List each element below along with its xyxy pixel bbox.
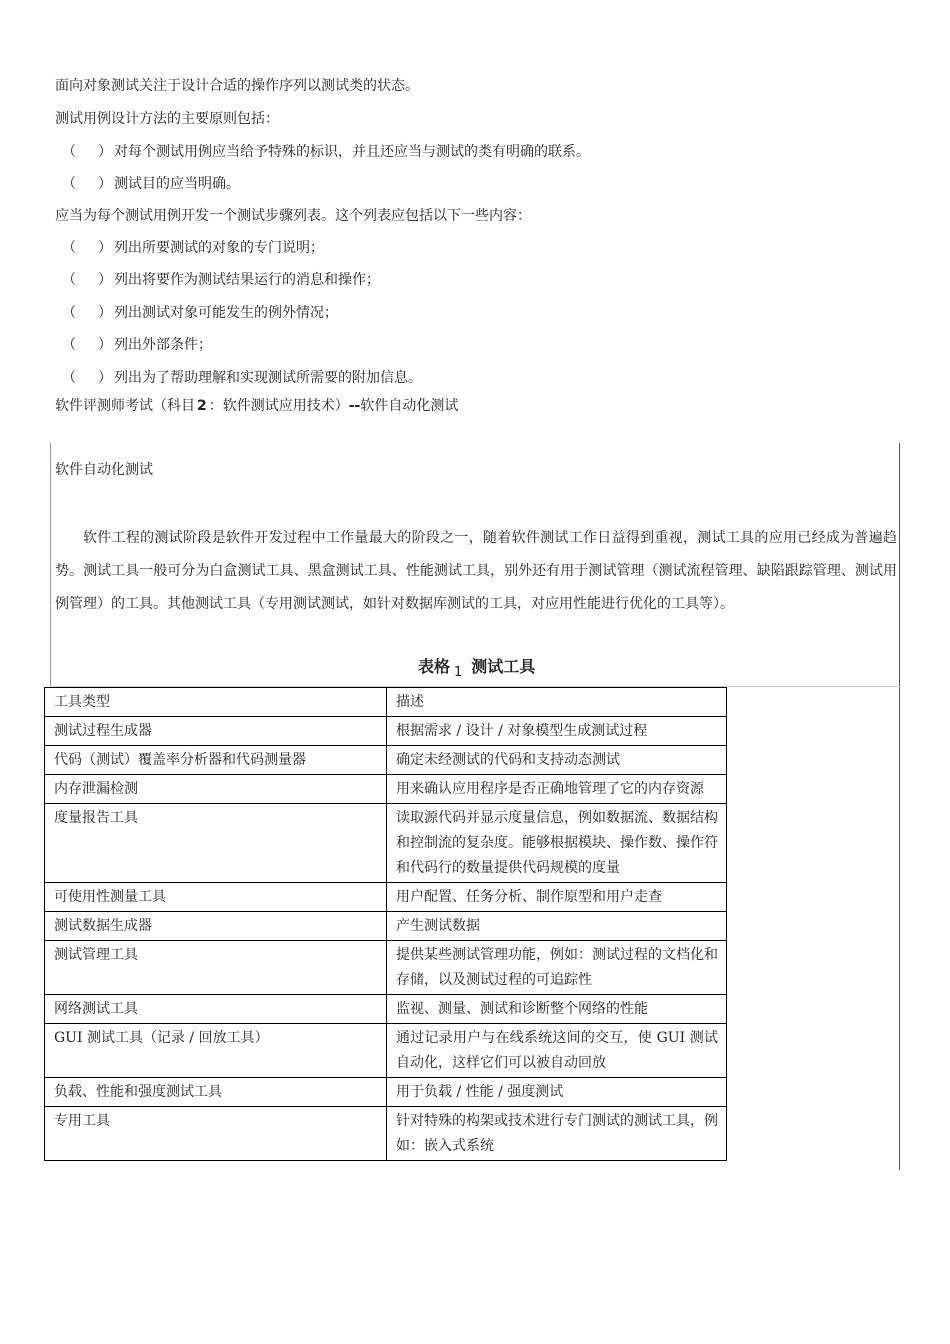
tool-description-cell: 用于负载 / 性能 / 强度测试 <box>387 1078 727 1107</box>
heading-dashes: -- <box>348 398 361 414</box>
frame-left-border <box>50 443 51 686</box>
paren-open: （ <box>62 144 76 160</box>
tool-type-cell: 负载、性能和强度测试工具 <box>45 1078 387 1107</box>
paren-close: ） <box>98 176 112 192</box>
paren-open: （ <box>62 240 76 256</box>
table-row <box>45 1024 727 1078</box>
paren-close: ） <box>98 240 112 256</box>
paren-close: ） <box>98 272 112 288</box>
step-text: 列出将要作为测试结果运行的消息和操作； <box>114 272 380 288</box>
table-row <box>45 775 727 804</box>
intro-line: 面向对象测试关注于设计合适的操作序列以测试类的状态。 <box>55 78 419 94</box>
section-paragraph: 软件工程的测试阶段是软件开发过程中工作量最大的阶段之一，随着软件测试工作日益得到重视，测试工具的应用已经成为普遍趋势。测试工具一般可分为白盒测试工具、黑盒测试工具、性能测试工具，别外还有用于测试管理（测试流程管理、缺陷跟踪管理、测试用例管理）的工具。其他测试工具（专用测试测试，如针对数据库测试的工具，对应用性能进行优化的工具等）。 <box>55 530 897 612</box>
tool-description-cell: 根据需求 / 设计 / 对象模型生成测试过程 <box>387 717 727 746</box>
table-row <box>45 1078 727 1107</box>
principles-title: 测试用例设计方法的主要原则包括： <box>55 111 279 127</box>
tool-type-cell: 网络测试工具 <box>45 995 387 1024</box>
paren-close: ） <box>98 337 112 353</box>
heading-prefix: 软件评测师考试（科目 <box>55 398 195 414</box>
paren-close: ） <box>98 144 112 160</box>
table-row <box>45 717 727 746</box>
tool-type-cell: 测试数据生成器 <box>45 912 387 941</box>
table-row <box>45 912 727 941</box>
heading-suffix: 软件自动化测试 <box>360 398 459 414</box>
heading-number: 2 <box>197 398 207 414</box>
paren-open: （ <box>62 337 76 353</box>
steps-title: 应当为每个测试用例开发一个测试步骤列表。这个列表应包括以下一些内容： <box>55 208 531 224</box>
tool-description-cell: 产生测试数据 <box>387 912 727 941</box>
step-item <box>62 238 324 258</box>
tool-type-cell: 专用工具 <box>45 1107 387 1161</box>
tool-description-cell: 读取源代码并显示度量信息，例如数据流、数据结构和控制流的复杂度。能够根据模块、操作数、操作符和代码行的数量提供代码规模的度量 <box>387 804 727 883</box>
table-header-row <box>45 688 727 717</box>
table-row <box>45 883 727 912</box>
principle-text: 对每个测试用例应当给予特殊的标识，并且还应当与测试的类有明确的联系。 <box>114 144 590 160</box>
tool-type-cell: 可使用性测量工具 <box>45 883 387 912</box>
header-cell-description: 描述 <box>387 688 727 717</box>
step-item <box>62 335 212 355</box>
table-caption <box>418 654 536 680</box>
tool-type-cell: 度量报告工具 <box>45 804 387 883</box>
tool-type-cell: 测试管理工具 <box>45 941 387 995</box>
principle-text: 测试目的应当明确。 <box>114 176 240 192</box>
table-row <box>45 941 727 995</box>
principle-item <box>62 174 240 194</box>
table-row <box>45 804 727 883</box>
step-text: 列出外部条件； <box>114 337 212 353</box>
step-text: 列出测试对象可能发生的例外情况； <box>114 305 338 321</box>
caption-number: 1 <box>454 665 463 680</box>
tool-description-cell: 用来确认应用程序是否正确地管理了它的内存资源 <box>387 775 727 804</box>
step-item <box>62 270 380 290</box>
tool-description-cell: 用户配置、任务分析、制作原型和用户走查 <box>387 883 727 912</box>
paren-open: （ <box>62 176 76 192</box>
step-item <box>62 303 338 323</box>
step-text: 列出为了帮助理解和实现测试所需要的附加信息。 <box>114 370 422 386</box>
table-row <box>45 746 727 775</box>
tool-description-cell: 确定未经测试的代码和支持动态测试 <box>387 746 727 775</box>
paren-close: ） <box>98 370 112 386</box>
tool-description-cell: 针对特殊的构架或技术进行专门测试的测试工具，例如：嵌入式系统 <box>387 1107 727 1161</box>
step-item <box>62 368 422 388</box>
tool-type-cell: 内存泄漏检测 <box>45 775 387 804</box>
tool-description-cell: 监视、测量、测试和诊断整个网络的性能 <box>387 995 727 1024</box>
tools-table <box>44 687 727 1161</box>
header-cell-type: 工具类型 <box>45 688 387 717</box>
tool-type-cell: 测试过程生成器 <box>45 717 387 746</box>
heading-colon: ：软件测试应用技术） <box>208 398 349 414</box>
caption-prefix: 表格 <box>418 657 451 676</box>
table-row <box>45 1107 727 1161</box>
frame-right-border <box>899 443 900 1170</box>
paren-open: （ <box>62 370 76 386</box>
tool-description-cell: 通过记录用户与在线系统这间的交互，使 GUI 测试自动化，这样它们可以被自动回放 <box>387 1024 727 1078</box>
table-row <box>45 995 727 1024</box>
paren-open: （ <box>62 305 76 321</box>
tool-description-cell: 提供某些测试管理功能，例如：测试过程的文档化和存储，以及测试过程的可追踪性 <box>387 941 727 995</box>
tool-type-cell: 代码（测试）覆盖率分析器和代码测量器 <box>45 746 387 775</box>
step-text: 列出所要测试的对象的专门说明； <box>114 240 324 256</box>
caption-title: 测试工具 <box>471 657 536 676</box>
principle-item <box>62 142 590 162</box>
tool-type-cell: GUI 测试工具（记录 / 回放工具） <box>45 1024 387 1078</box>
paren-close: ） <box>98 305 112 321</box>
paren-open: （ <box>62 272 76 288</box>
document-heading <box>55 396 458 416</box>
section-title: 软件自动化测试 <box>55 462 153 478</box>
